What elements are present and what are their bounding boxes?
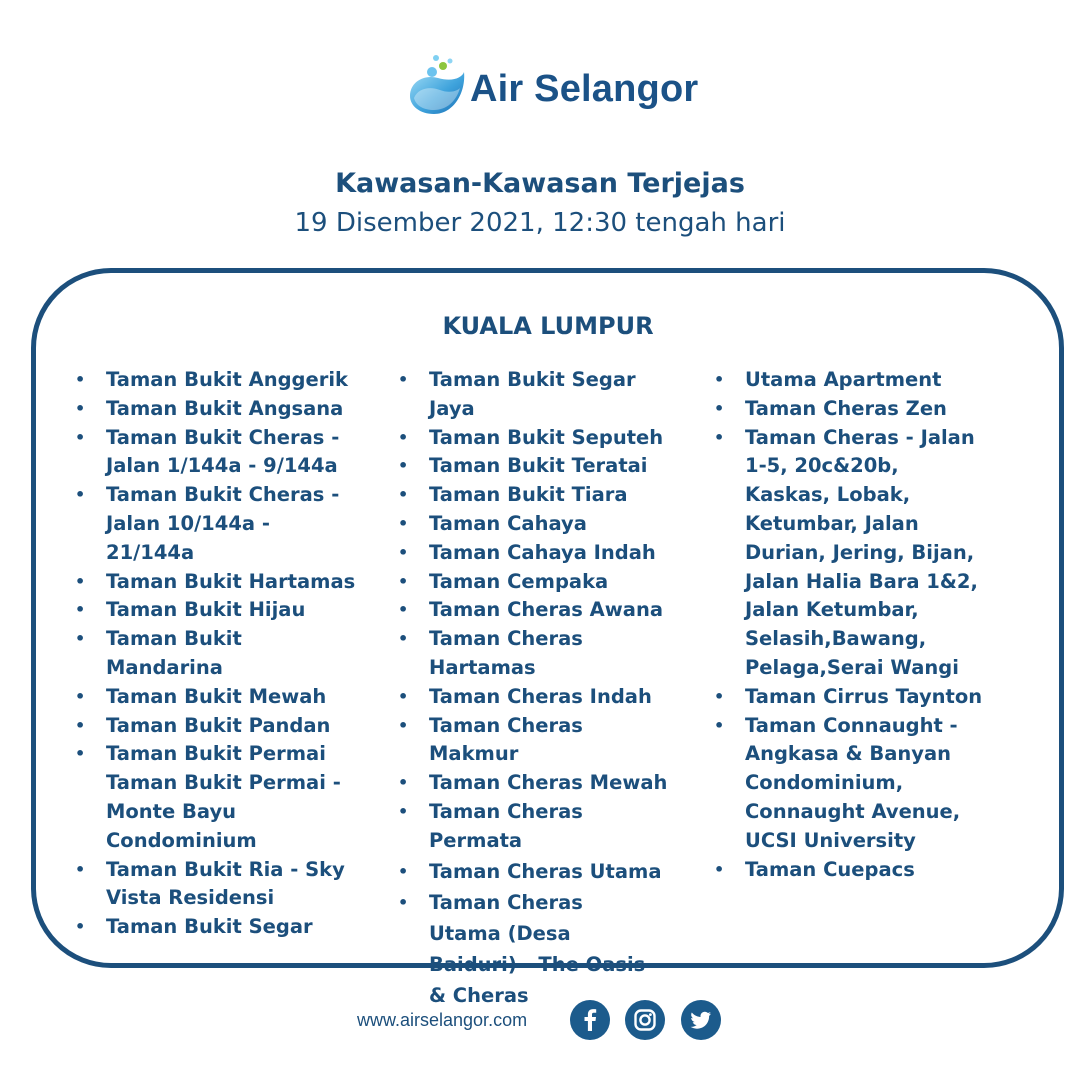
bullet-icon: • (398, 571, 409, 591)
list-item: • Taman Cahaya (429, 510, 675, 539)
bullet-icon: • (398, 427, 409, 447)
bullet-icon: • (398, 629, 409, 649)
list-item: • Taman Bukit Tiara (429, 481, 675, 510)
list-item: • Taman Bukit Segar (106, 913, 358, 942)
bullet-icon: • (75, 398, 86, 418)
brand-name: Air Selangor (470, 68, 699, 110)
water-drop-logo-icon (406, 52, 468, 118)
list-item: • Taman Connaught - Angkasa & Banyan Condominium, Connaught Avenue, UCSI University (714, 713, 961, 852)
bullet-icon: • (75, 571, 86, 591)
bullet-icon: • (714, 859, 725, 879)
bullet-icon: • (398, 773, 409, 793)
list-item: • Taman Bukit Pandan (106, 712, 358, 741)
instagram-icon[interactable] (625, 1000, 665, 1040)
area-list-column-2 (398, 366, 675, 1011)
page-subtitle: 19 Disember 2021, 12:30 tengah hari (294, 208, 786, 238)
list-item: • Taman Cheras Permata (398, 799, 583, 852)
list-item: • Taman Cheras Indah (429, 683, 675, 712)
bullet-icon: • (398, 892, 409, 912)
bullet-icon: • (75, 744, 86, 764)
list-item: • Taman Cheras Utama (429, 856, 675, 887)
bullet-icon: • (398, 542, 409, 562)
bullet-icon: • (75, 686, 86, 706)
twitter-icon[interactable] (681, 1000, 721, 1040)
list-item: • Taman Bukit Cheras - Jalan 10/144a - 21/144a (75, 483, 340, 564)
list-item: • Taman Cheras Hartamas (398, 627, 583, 679)
bullet-icon: • (714, 427, 725, 447)
list-item: • Taman Bukit Mewah (106, 683, 358, 712)
list-item: • Taman Bukit Mandarina (75, 627, 242, 679)
area-list-column-3 (714, 366, 1007, 884)
region-heading: KUALA LUMPUR (442, 312, 654, 340)
area-list-column-1 (75, 366, 367, 942)
bullet-icon: • (75, 629, 86, 649)
bullet-icon: • (75, 370, 86, 389)
list-item: • Taman Bukit Cheras - Jalan 1/144a - 9/144a (75, 425, 340, 478)
list-item: • Taman Bukit Anggerik (106, 366, 358, 395)
bullet-icon: • (398, 686, 409, 706)
facebook-icon[interactable] (570, 1000, 610, 1040)
website-link[interactable]: www.airselangor.com (357, 1010, 528, 1030)
list-item: • Taman Bukit Permai Taman Bukit Permai - Monte Bayu Condominium (75, 742, 367, 852)
bullet-icon: • (398, 370, 409, 389)
page-title: Kawasan-Kawasan Terjejas (335, 168, 745, 199)
list-item: • Taman Cheras Awana (429, 596, 675, 625)
bullet-icon: • (714, 686, 725, 706)
list-item: • Taman Cheras Zen (745, 395, 1007, 424)
bullet-icon: • (75, 715, 86, 735)
list-item: • Taman Cirrus Taynton (745, 683, 1007, 712)
list-item: • Utama Apartment (745, 366, 1007, 395)
bullet-icon: • (398, 513, 409, 533)
list-item: • Taman Bukit Ria - Sky Vista Residensi (75, 857, 345, 910)
list-item: • Taman Bukit Hijau (106, 596, 358, 625)
list-item: • Taman Bukit Segar Jaya (398, 368, 636, 420)
instagram-glyph-icon (625, 1000, 665, 1040)
list-item: • Taman Cempaka (429, 568, 675, 597)
bullet-icon: • (398, 600, 409, 620)
bullet-icon: • (75, 427, 86, 447)
list-item: • Taman Bukit Angsana (106, 395, 358, 424)
list-item: • Taman Bukit Hartamas (106, 568, 358, 597)
list-item: • Taman Cheras - Jalan 1-5, 20c&20b, Kaskas, Lobak, Ketumbar, Jalan Durian, Jering, Bijan, Jalan Halia Bara 1&2, Jalan Ketumbar, Selasih,Bawang, Pelaga,Serai Wangi (714, 425, 978, 679)
bullet-icon: • (714, 398, 725, 418)
bullet-icon: • (75, 917, 86, 937)
list-item: • Taman Cheras Makmur (398, 713, 583, 766)
list-item: • Taman Bukit Teratai (429, 452, 675, 481)
twitter-glyph-icon (681, 1000, 721, 1040)
brand-logo (406, 52, 706, 122)
bullet-icon: • (398, 456, 409, 476)
list-item: • Taman Cheras Utama (Desa Baiduri) - The Oasis & Cheras (429, 887, 659, 1011)
list-item: • Taman Cuepacs (745, 856, 1007, 885)
facebook-glyph-icon (570, 1000, 610, 1040)
list-item: • Taman Bukit Seputeh (429, 424, 675, 453)
bullet-icon: • (714, 370, 725, 389)
bullet-icon: • (398, 861, 409, 881)
bullet-icon: • (398, 715, 409, 735)
list-item: • Taman Cheras Mewah (429, 769, 675, 798)
bullet-icon: • (75, 600, 86, 620)
bullet-icon: • (714, 715, 725, 735)
bullet-icon: • (398, 801, 409, 821)
bullet-icon: • (75, 859, 86, 879)
bullet-icon: • (75, 485, 86, 505)
bullet-icon: • (398, 485, 409, 505)
list-item: • Taman Cahaya Indah (429, 539, 675, 568)
